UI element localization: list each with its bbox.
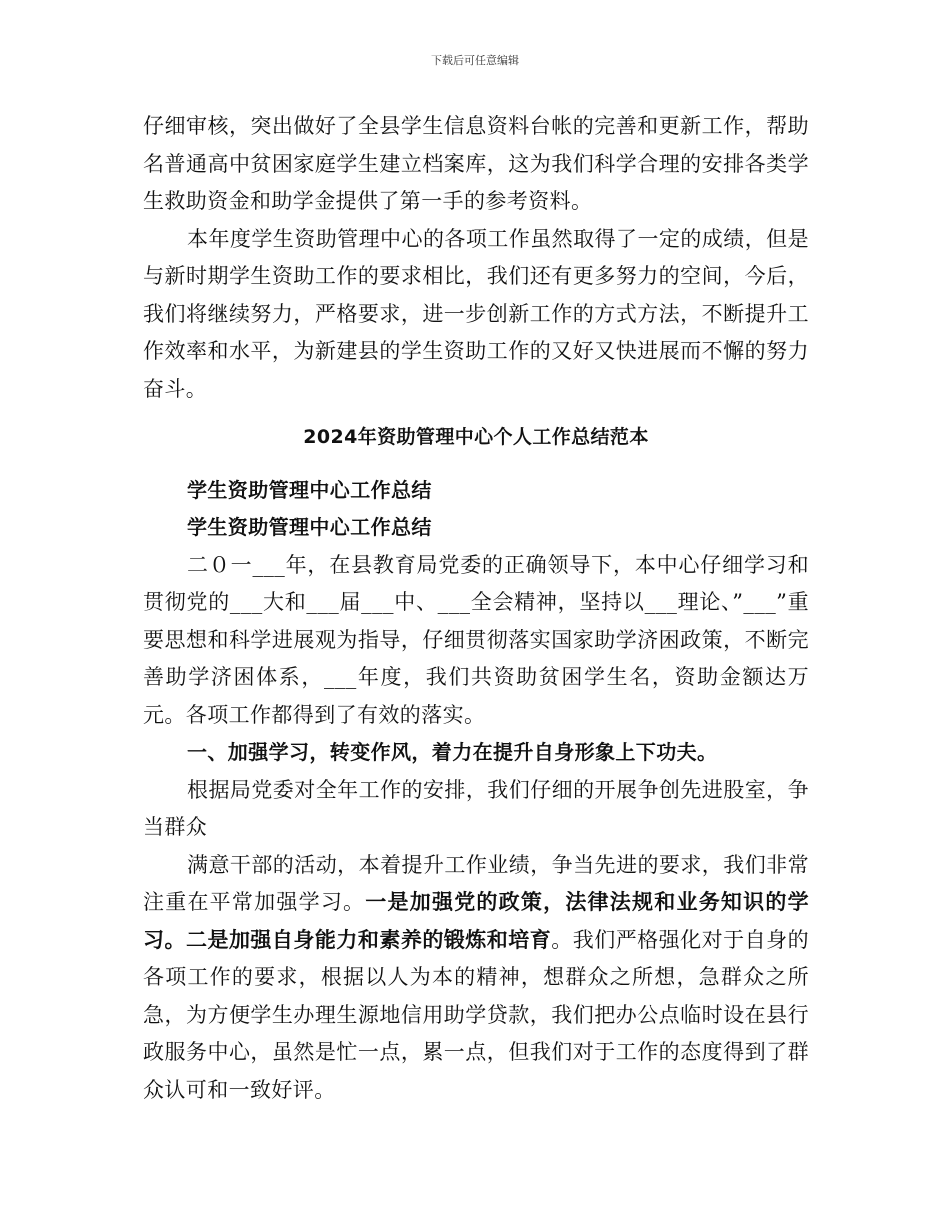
paragraph-5-text-a: 满意干部的活动，本着提升工作业绩，争当先进的要求，我们非常注重在平常加强学习。 bbox=[143, 852, 809, 914]
paragraph-2: 本年度学生资助管理中心的各项工作虽然取得了一定的成绩，但是与新时期学生资助工作的要求相比，我们还有更多努力的空间，今后，我们将继续努力，严格要求，进一步创新工作的方式方法，不断提升工作效率和水平，为新建县的学生资助工作的又好又快进展而不懈的努力奋斗。 bbox=[143, 226, 809, 401]
paragraph-3: 二０一___年，在县教育局党委的正确领导下，本中心仔细学习和贯彻党的___大和___届___中、___全会精神，坚持以___理论、”___”重要思想和科学进展观为指导，仔细贯彻落实国家助学济困政策，不断完善助学济困体系，___年度，我们共资助贫困学生名，资助金额达万元。各项工作都得到了有效的落实。 bbox=[143, 552, 809, 727]
document-body bbox=[143, 108, 809, 1109]
section-1-heading: 一、加强学习，转变作风，着力在提升自身形象上下功夫。 bbox=[187, 740, 718, 764]
subtitle-2: 学生资助管理中心工作总结 bbox=[187, 515, 432, 539]
paragraph-5-bold-text: 一是加强党的政策，法律法规和业务知识的学习。二是加强自身能力和素养的锻炼和培育 bbox=[143, 890, 810, 952]
paragraph-5-text-b: 。我们严格强化对于自身的各项工作的要求，根据以人为本的精神，想群众之所想，急群众之所急，为方便学生办理生源地信用助学贷款，我们把办公点临时设在县行政服务中心，虽然是忙一点，累一点，但我们对于工作的态度得到了群众认可和一致好评。 bbox=[143, 927, 809, 1102]
paragraph-1: 仔细审核，突出做好了全县学生信息资料台帐的完善和更新工作，帮助名普通高中贫困家庭学生建立档案库，这为我们科学合理的安排各类学生救助资金和助学金提供了第一手的参考资料。 bbox=[143, 114, 809, 213]
subtitle-1: 学生资助管理中心工作总结 bbox=[187, 477, 432, 502]
document-title: 2024年资助管理中心个人工作总结范本 bbox=[303, 426, 649, 448]
page-header: 下载后可任意编辑 bbox=[431, 54, 519, 67]
paragraph-4: 根据局党委对全年工作的安排，我们仔细的开展争创先进股室，争当群众 bbox=[143, 777, 809, 839]
paragraph-5 bbox=[143, 847, 809, 1110]
